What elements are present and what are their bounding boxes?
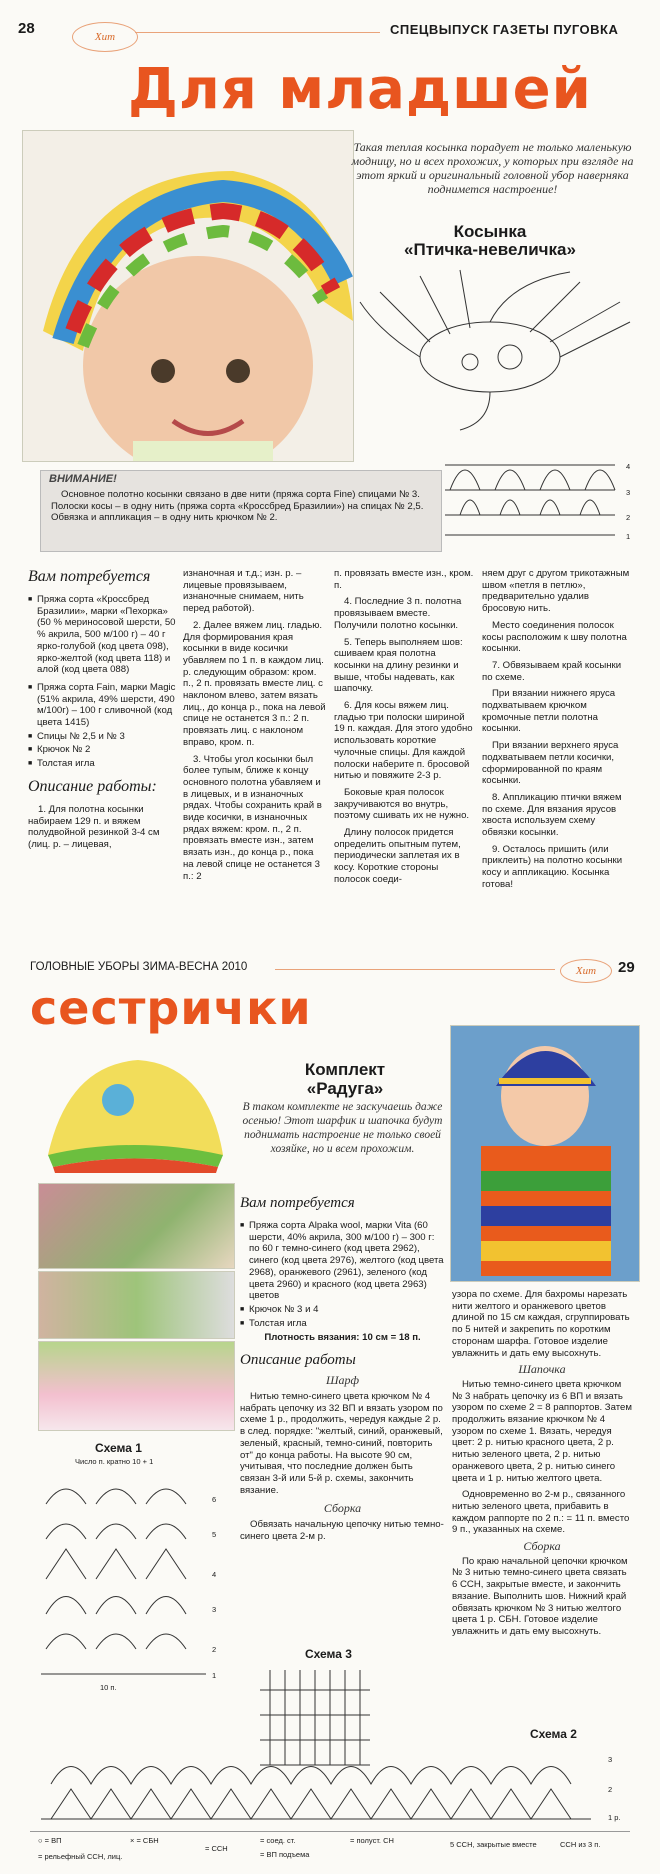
- legend-item: = рельефный ССН, лиц.: [38, 1852, 123, 1861]
- material-item: ■ Спицы № 2,5 и № 3: [28, 731, 176, 743]
- col3-para: Боковые края полосок закручиваются во внутрь, поэтому сшивать их не нужно.: [334, 786, 470, 822]
- header-line-top: [135, 32, 380, 33]
- page-number-bottom: 29: [618, 959, 635, 976]
- column-4-top: [482, 568, 632, 896]
- legend-item: = соед. ст.: [260, 1836, 296, 1845]
- hat-para: Одновременно во 2-м р., связанного нитью зеленого цвета, прибавить в каждом раппорте по 2 п.: = 11 п. вместо 9 п., указанных на схеме.: [452, 1489, 630, 1536]
- col3-para: 6. Для косы вяжем лиц. гладью три полоски шириной 19 п. каждая. Для этого удобно использовать короткие чулочные спицы. Для каждой полоски наберите п. бросовой нитью и повяжите 2-3 р.: [334, 700, 473, 782]
- col4-para: Место соединения полосок косы расположим к шву полотна косынки.: [482, 619, 627, 655]
- assembly-heading-2: Сборка: [523, 1539, 561, 1554]
- column-3-top: [334, 568, 474, 891]
- col2-para: изнаночная и т.д.; изн. р. – лицевые провязываем, изнаночные снимаем, нить перед работой).: [183, 568, 304, 615]
- hat-photo: [38, 1055, 228, 1173]
- attention-label: ВНИМАНИЕ!: [49, 473, 117, 485]
- chart-row-label-4: 4: [626, 462, 631, 471]
- bird-crochet-chart: [340, 262, 640, 432]
- material-item: ■ Пряжа сорта Fain, марки Magic (51% акрила, 49% шерсти, 490 м/100г) – 100 г сливочной (код цвета 1415): [28, 682, 176, 729]
- lead-text-top: Такая теплая косынка порадует не только маленькую модницу, но и всех прохожих, у которых при взгляде на этот яркий и оригинальный головной убор наверняка поднимется настроение!: [351, 140, 634, 196]
- material-item: ■ Толстая игла: [240, 1318, 445, 1330]
- scheme-1-chart: [36, 1469, 211, 1684]
- legend-item: = полуст. СН: [350, 1836, 394, 1845]
- baby-illustration: [23, 131, 353, 461]
- scarf-text: Нитью темно-синего цвета крючком № 4 набрать цепочку из 32 ВП и вязать узором по схеме 1 р., продолжить, чередуя каждые 2 р. в след. порядке: "желтый, синий, оранжевый, зеленый, красный, темно-синий, повторить от" до конца работы. На высоте 90 см, учитывая, что последние должен быть связан 3-й или 5-й р. схемы, закончить вязание.: [240, 1391, 443, 1496]
- item-title-bottom-1: Комплект: [304, 1060, 386, 1079]
- page-header-bottom: ГОЛОВНЫЕ УБОРЫ ЗИМА-ВЕСНА 2010: [30, 961, 248, 973]
- lead-text-bottom: В таком комплекте не заскучаешь даже осенью! Этот шарфик и шапочка будут поднимать настроение не только своей хозяйке, но и всем прохожим.: [242, 1101, 443, 1155]
- legend-item: × = СБН: [130, 1836, 159, 1845]
- assembly-heading-1: Сборка: [323, 1501, 362, 1516]
- scarf-detail-photo-1: [38, 1183, 235, 1269]
- legend-item: ○ = ВП: [38, 1836, 62, 1845]
- scheme-2-row-1: 1 р.: [608, 1813, 621, 1822]
- col4-para: 9. Осталось пришить (или приклеить) на полотно косынки косу и аппликацию. Косынка готова!: [482, 843, 623, 890]
- attention-text: Основное полотно косынки связано в две нити (пряжа сорта Fine) спицами № 3. Полоски косы – в одну нить (пряжа сорта «Кроссбред Бразилии») на спицах № 2,5. Обвязка и аппликация – в одну нить крючком № 2.: [51, 489, 424, 524]
- materials-list-bottom: [240, 1220, 445, 1329]
- scarf-detail-photo-2: [38, 1271, 235, 1339]
- col2-para: 3. Чтобы угол косынки был более тупым, ближе к концу основного полотна убавляем и в лицевых, и в изнаночных рядах. Чтобы сохранить край в виде косички, в изнаночных рядах вяжем: кром. п., 2 п. провязать вместе изн., затем вязать изн., до конца р., пока на левой спице не останется 3 п.: 2: [183, 753, 322, 882]
- col4-para: При вязании верхнего яруса подхватываем петли косички, сформированной по краям косынки.: [482, 740, 619, 787]
- scheme-1-row-6: 6: [212, 1495, 217, 1504]
- item-title-top-1: Косынка: [453, 222, 527, 241]
- scheme-2-chart: [36, 1739, 596, 1829]
- girl-photo: [450, 1025, 640, 1282]
- header-line-bottom: [275, 969, 555, 970]
- column-b-bottom: [452, 1289, 632, 1643]
- scheme-1-row-2: 2: [212, 1645, 217, 1654]
- baby-photo: [22, 130, 354, 462]
- legend-item: = ССН: [205, 1844, 228, 1853]
- item-title-top-2: «Птичка-невеличка»: [404, 240, 576, 259]
- column-a-bottom: [240, 1195, 445, 1548]
- scheme-3-title: Схема 3: [305, 1647, 352, 1661]
- scheme-2-row-2: 2: [608, 1785, 613, 1794]
- page-title-top: Для младшей: [128, 57, 592, 122]
- material-item: ■ Пряжа сорта Alpaka wool, марки Vita (60 шерсти, 40% акрила, 300 м/100 г) – 300 г: по 60 г темно-синего (код цвета 2962), синего (код цвета 2976), желтого (код цвета 2968), оранжевого (2961), зеленого (код цвета 2960) и красного (код цвета 2963) цветов: [240, 1220, 445, 1302]
- page-header-top: СПЕЦВЫПУСК ГАЗЕТЫ ПУГОВКА: [390, 22, 619, 37]
- assembly-text-2: По краю начальной цепочки крючком № 3 нитью темно-синего цвета связать 6 ССН, закрытые вместе, и закончить вязание. Выполнить шов. Нижний край обвязать крючком № 3 нитью желтого цвета 1 р. СБН. Готовое изделие увлажнить и дать ему высохнуть.: [452, 1555, 628, 1637]
- col3-para: 4. Последние 3 п. полотна провязываем вместе. Получили полотно косынки.: [334, 596, 462, 631]
- chart-row-label-1: 1: [626, 532, 631, 541]
- hat-para: Нитью темно-синего цвета крючком № 3 набрать цепочку из 6 ВП и вязать узором по схеме 2 = 8 раппортов. Затем продолжить вязание крючком № 4 узором по схеме 1. Вязать, чередуя цвет: 2 р. нитью красного цвета, 2 р. нитью зеленого цвета, 2 р. нитью оранжевого цвета, 2 р. нитью синего цвета и 1 р. нитью желтого цвета.: [452, 1378, 632, 1484]
- col4-para: 7. Обвязываем край косынки по схеме.: [482, 659, 622, 683]
- hit-badge-bottom: Хит: [560, 959, 612, 983]
- assembly-text-1: Обвязать начальную цепочку нитью темно-синего цвета 2-м р.: [240, 1519, 444, 1543]
- col1-text: 1. Для полотна косынки набираем 129 п. и вяжем полудвойной резинкой 3-4 см (лиц. р. – лицевая,: [28, 803, 160, 850]
- col3-para: Длину полосок придется определить опытным путем, периодически заплетая их в косу. Короткие стороны полосок соеди-: [334, 827, 461, 885]
- col4-para: няем друг с другом трикотажным швом «петля в петлю», предварительно удалив бросовую нить.: [482, 568, 630, 615]
- scheme-1-title: Схема 1: [95, 1441, 142, 1455]
- desc-heading-top: Описание работы:: [28, 777, 157, 795]
- column-2-top: [183, 568, 326, 887]
- scheme-2-title: Схема 2: [530, 1727, 577, 1741]
- col4-para: 8. Аппликацию птички вяжем по схеме. Для вязания ярусов хвоста используем схему обвязки косынки.: [482, 791, 622, 839]
- chart-row-label-3: 3: [626, 488, 631, 497]
- scheme-1-note: Число п. кратно 10 + 1: [75, 1457, 154, 1466]
- hat-heading: Шапочка: [518, 1362, 566, 1377]
- need-heading-top: Вам потребуется: [28, 568, 151, 585]
- page-title-bottom: сестрички: [30, 981, 312, 1035]
- scheme-2-row-3: 3: [608, 1755, 613, 1764]
- col3-para: 5. Теперь выполняем шов: сшиваем края полотна косынки на длину резинки и выше, чтобы надевать, как шапочку.: [334, 636, 463, 695]
- chart-row-label-2: 2: [626, 513, 631, 522]
- material-item: ■ Толстая игла: [28, 758, 176, 770]
- scheme-1-row-1: 1: [212, 1671, 217, 1680]
- scheme-1-row-4: 4: [212, 1570, 217, 1579]
- materials-list-top: [28, 594, 176, 770]
- scarf-heading: Шарф: [325, 1373, 360, 1388]
- item-title-bottom-2: «Радуга»: [306, 1079, 384, 1098]
- page-number-top: 28: [18, 20, 35, 37]
- legend-item: = ВП подъема: [260, 1850, 310, 1859]
- material-item: ■ Крючок № 2: [28, 744, 176, 756]
- hit-badge-top: Хит: [72, 22, 138, 52]
- need-heading-bottom: Вам потребуется: [240, 1195, 355, 1211]
- legend-bar: [30, 1831, 630, 1872]
- material-item: ■ Крючок № 3 и 4: [240, 1304, 445, 1316]
- hat-detail-photo: [38, 1341, 235, 1431]
- scheme-1-row-5: 5: [212, 1530, 217, 1539]
- rapport-label: 10 п.: [100, 1683, 117, 1692]
- edging-crochet-chart: [440, 445, 620, 540]
- col3-para: п. провязать вместе изн., кром. п.: [334, 568, 474, 591]
- column-1-top: [28, 568, 176, 856]
- scheme-1-row-3: 3: [212, 1605, 217, 1614]
- material-item: ■ Пряжа сорта «Кроссбред Бразилии», марки «Пехорка» (50 % мериносовой шерсти, 50 % акрила, 500 м/100 г) – 40 г ярко-голубой (код цвета 098), ярко-желтой (код цвета 118) и алой (код цвета 088): [28, 594, 176, 676]
- legend-item: 5 ССН, закрытые вместе: [450, 1840, 537, 1849]
- attention-box: [40, 470, 442, 552]
- col4-para: При вязании нижнего яруса подхватываем крючком кромочные петли полотна косынки.: [482, 688, 616, 735]
- desc-heading-bottom: Описание работы: [240, 1352, 356, 1369]
- density-text: Плотность вязания: 10 см = 18 п.: [264, 1332, 421, 1344]
- col2-para: 2. Далее вяжем лиц. гладью. Для формирования края косынки в виде косички убавляем по 1 п. в каждом лиц. р. следующим образом: кром. п., 2 п. провязать вместе лиц. с наклоном влево, затем вязать лиц., до конца р., пока на левой спице не останется 3 п.: 2 п. провязать лиц. с наклоном вправо, кром. п.: [183, 619, 326, 748]
- legend-item: ССН из 3 п.: [560, 1840, 601, 1849]
- right-col-text: узора по схеме. Для бахромы нарезать нити желтого и оранжевого цветов длиной по 15 см каждая, сгруппировать по 5 нитей и закрепить по коротким сторонам шарфа. Готовое изделие увлажнить и дать ему высохнуть.: [452, 1289, 630, 1359]
- page-29: [0, 955, 660, 1874]
